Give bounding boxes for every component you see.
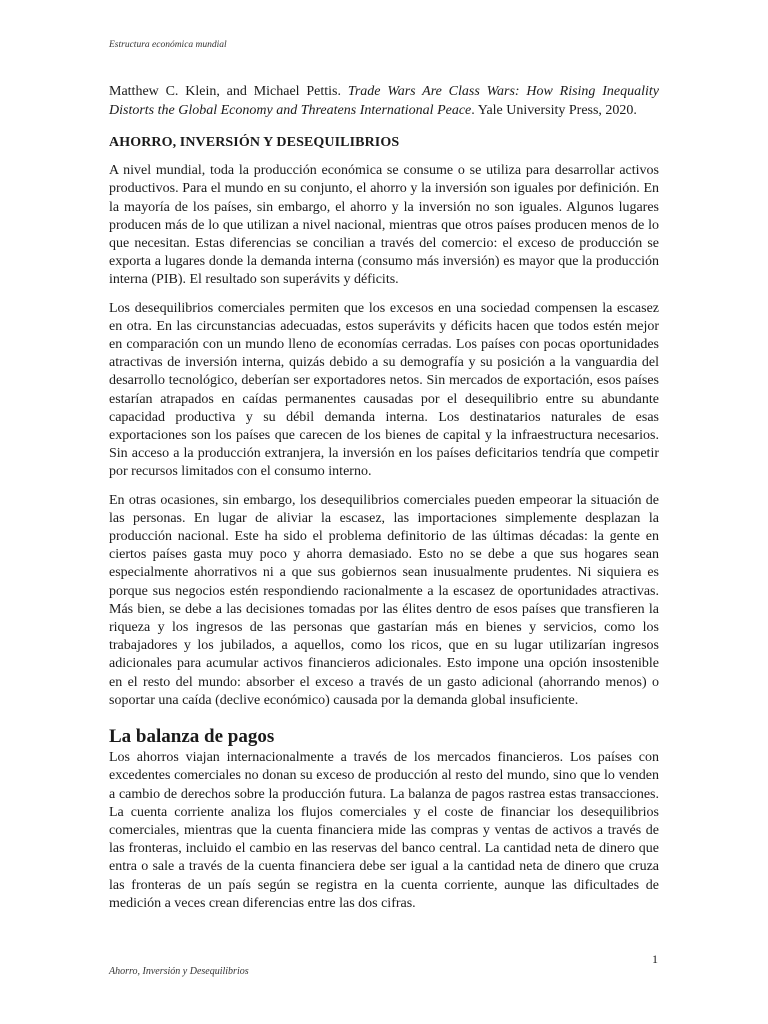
- running-footer: Ahorro, Inversión y Desequilibrios: [109, 966, 249, 977]
- paragraph: Los desequilibrios comerciales permiten que los excesos en una sociedad compensen la escasez en otra. En las circunstancias adecuadas, estos superávits y déficits hacen que todos estén mejor en comparación con un mundo lleno de economías cerradas. Los países con pocas oportunidades atractivas de inversión interna, quizás debido a su demografía y su posición a la vanguardia del desarrollo tecnológico, deberían ser exportadores netos. Sin mercados de exportación, esos países estarían atrapados en caídas permanentes causadas por el desequilibrio entre su abundante capacidad productiva y su débil demanda interna. Los destinatarios naturales de esas exportaciones son los países que carecen de los bienes de capital y la infraestructura necesarios. Sin acceso a la producción extranjera, la inversión en los países deficitarios tendría que competir por recursos limitados con el consumo interno.: [109, 300, 659, 480]
- page-number: 1: [652, 952, 658, 966]
- running-header: Estructura económica mundial: [109, 40, 227, 50]
- paragraph: A nivel mundial, toda la producción económica se consume o se utiliza para desarrollar activos productivos. Para el mundo en su conjunto, el ahorro y la inversión son iguales por definición. En la mayoría de los países, sin embargo, el ahorro y la inversión no son iguales. Algunos lugares producen más de lo que utilizan a nivel nacional, mientras que otros países producen menos de lo que necesitan. Estas diferencias se concilian a través del comercio: el exceso de producción se exporta a lugares donde la demanda interna (consumo más inversión) es mayor que la producción interna (PIB). El resultado son superávits y déficits.: [109, 163, 659, 288]
- section-heading: AHORRO, INVERSIÓN Y DESEQUILIBRIOS: [109, 135, 400, 150]
- citation-authors: Matthew C. Klein, and Michael Pettis.: [109, 84, 341, 99]
- book-citation: [109, 82, 659, 120]
- citation-publisher: . Yale University Press, 2020.: [471, 103, 637, 118]
- subsection-heading: La balanza de pagos: [109, 726, 275, 748]
- paragraph: Los ahorros viajan internacionalmente a través de los mercados financieros. Los países con excedentes comerciales no donan su exceso de producción al resto del mundo, sino que lo venden a cambio de derechos sobre la producción futura. La balanza de pagos rastrea estas transacciones. La cuenta corriente analiza los flujos comerciales y el coste de financiar los desequilibrios comerciales, mientras que la cuenta financiera mide las compras y ventas de activos a través de las fronteras, incluido el cambio en las reservas del banco central. La cantidad neta de dinero que entra o sale a través de la cuenta financiera debe ser igual a la cantidad neta de dinero que cruza las fronteras de un país según se registra en la cuenta corriente, aunque las dificultades de medición a veces crean diferencias entre las dos cifras.: [109, 750, 659, 911]
- page-content: [109, 82, 659, 923]
- paragraph: En otras ocasiones, sin embargo, los desequilibrios comerciales pueden empeorar la situación de las personas. En lugar de aliviar la escasez, las importaciones simplemente desplazan la producción nacional. Este ha sido el problema definitorio de las últimas décadas: la gente en ciertos países gasta muy poco y ahorra demasiado. Esto no se debe a que sus hogares sean especialmente ahorrativos ni a que sus gobiernos sean inusualmente prudentes. Ni siquiera es porque sus negocios estén respondiendo racionalmente a la escasez de oportunidades atractivas. Más bien, se debe a las decisiones tomadas por las élites dentro de esos países que transfieren la riqueza y los ingresos de las personas que gastarían más en bienes y servicios, como los trabajadores y los jubilados, a aquellos, como los ricos, que en su lugar utilizarían ingresos adicionales para acumular activos financieros adicionales. Esto impone una opción insostenible en el resto del mundo: absorber el exceso a través de un gasto adicional (ahorrando menos) o soportar una caída (declive económico) causada por la demanda global insuficiente.: [109, 492, 659, 708]
- citation-title: Trade Wars Are Class Wars: How Rising Inequality Distorts the Global Economy and Threatens International Peace: [109, 84, 659, 118]
